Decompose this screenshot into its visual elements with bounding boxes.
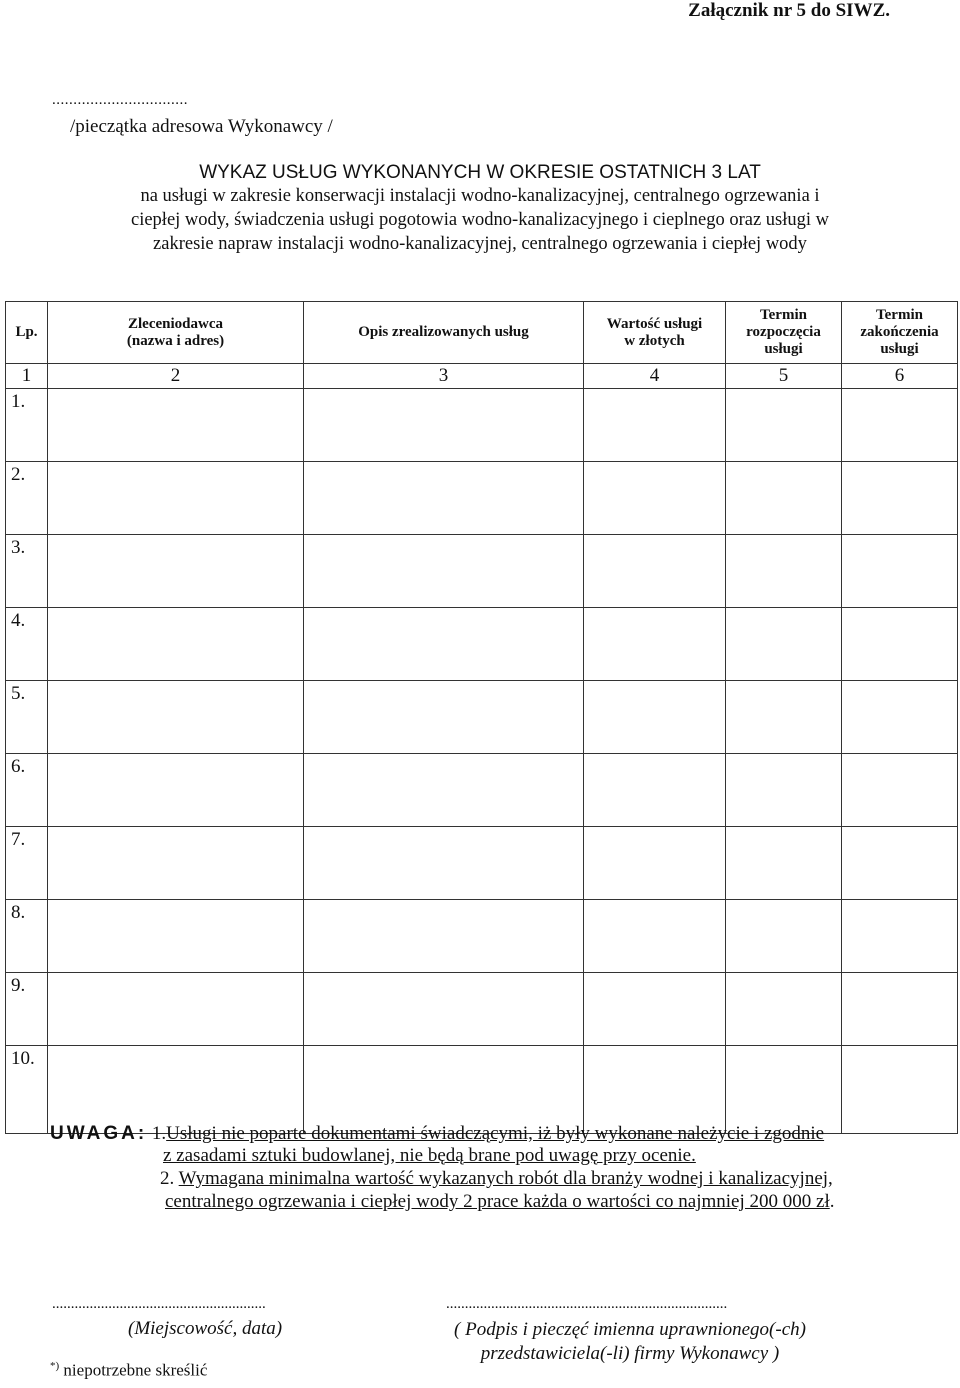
start-date-cell[interactable]: [726, 827, 842, 900]
note-item-1-number: 1.: [151, 1123, 167, 1144]
table-row: [6, 535, 958, 608]
row-number: 9.: [6, 973, 48, 1046]
description-cell[interactable]: [304, 608, 584, 681]
start-date-cell[interactable]: [726, 900, 842, 973]
value-cell[interactable]: [584, 900, 726, 973]
table-row: [6, 681, 958, 754]
value-cell[interactable]: [584, 973, 726, 1046]
footnote-text: niepotrzebne skreślić: [59, 1360, 208, 1380]
table-row: [6, 462, 958, 535]
client-cell[interactable]: [48, 1046, 304, 1134]
client-cell[interactable]: [48, 535, 304, 608]
description-cell[interactable]: [304, 389, 584, 462]
description-cell[interactable]: [304, 535, 584, 608]
row-number: 10.: [6, 1046, 48, 1134]
end-date-cell[interactable]: [842, 608, 958, 681]
client-cell[interactable]: [48, 900, 304, 973]
header-client: Zleceniodawca (nazwa i adres): [48, 302, 304, 364]
column-number: 5: [726, 364, 842, 389]
client-cell[interactable]: [48, 973, 304, 1046]
footnote: [50, 1360, 207, 1381]
end-date-cell[interactable]: [842, 389, 958, 462]
place-date-caption: (Miejscowość, data): [128, 1318, 283, 1339]
client-cell[interactable]: [48, 462, 304, 535]
row-number: 1.: [6, 389, 48, 462]
place-date-dots: .........................................................: [52, 1296, 266, 1312]
start-date-cell[interactable]: [726, 389, 842, 462]
value-cell[interactable]: [584, 608, 726, 681]
table-row: [6, 900, 958, 973]
column-number: 6: [842, 364, 958, 389]
header-start-date: Termin rozpoczęcia usługi: [726, 302, 842, 364]
value-cell[interactable]: [584, 462, 726, 535]
start-date-cell[interactable]: [726, 608, 842, 681]
signature-caption-line-2: przedstawiciela(-li) firmy Wykonawcy ): [480, 1343, 780, 1364]
row-number: 2.: [6, 462, 48, 535]
document-heading: [0, 162, 960, 256]
end-date-cell[interactable]: [842, 900, 958, 973]
note-item-2-period: .: [829, 1191, 835, 1212]
document-title: WYKAZ USŁUG WYKONANYCH W OKRESIE OSTATNICH 3 LAT: [199, 162, 761, 183]
note-line-2: z zasadami sztuki budowlanej, nie będą brane pod uwagę przy ocenie.: [163, 1145, 696, 1166]
row-number: 5.: [6, 681, 48, 754]
signature-caption: [440, 1318, 820, 1366]
client-cell[interactable]: [48, 608, 304, 681]
attachment-label: Załącznik nr 5 do SIWZ.: [688, 0, 890, 21]
start-date-cell[interactable]: [726, 973, 842, 1046]
start-date-cell[interactable]: [726, 535, 842, 608]
start-date-cell[interactable]: [726, 1046, 842, 1134]
description-cell[interactable]: [304, 827, 584, 900]
column-number: 2: [48, 364, 304, 389]
signature-caption-line-1: ( Podpis i pieczęć imienna uprawnionego(-ch): [454, 1319, 806, 1340]
description-cell[interactable]: [304, 973, 584, 1046]
start-date-cell[interactable]: [726, 462, 842, 535]
note-line-1: [50, 1122, 824, 1145]
column-number: 4: [584, 364, 726, 389]
client-cell[interactable]: [48, 681, 304, 754]
table-row: [6, 827, 958, 900]
start-date-cell[interactable]: [726, 681, 842, 754]
heading-line-2: ciepłej wody, świadczenia usługi pogotowia wodno-kanalizacyjnego i cieplnego oraz usługi w: [131, 210, 829, 230]
value-cell[interactable]: [584, 389, 726, 462]
column-number: 3: [304, 364, 584, 389]
note-item-2-number: 2.: [160, 1168, 175, 1189]
services-table: [5, 301, 958, 1134]
end-date-cell[interactable]: [842, 827, 958, 900]
end-date-cell[interactable]: [842, 681, 958, 754]
end-date-cell[interactable]: [842, 754, 958, 827]
client-cell[interactable]: [48, 827, 304, 900]
row-number: 4.: [6, 608, 48, 681]
description-cell[interactable]: [304, 1046, 584, 1134]
header-lp: Lp.: [6, 302, 48, 364]
note-line-3: [160, 1168, 833, 1190]
row-number: 8.: [6, 900, 48, 973]
note-item-2-continued: centralnego ogrzewania i ciepłej wody 2 prace każda o wartości co najmniej 200 000 zł: [165, 1191, 830, 1212]
header-end-date: Termin zakończenia usługi: [842, 302, 958, 364]
row-number: 7.: [6, 827, 48, 900]
table-row: [6, 754, 958, 827]
stamp-dots: ................................: [52, 92, 188, 108]
table-row: [6, 608, 958, 681]
table-row: [6, 973, 958, 1046]
value-cell[interactable]: [584, 681, 726, 754]
end-date-cell[interactable]: [842, 973, 958, 1046]
column-numbers-row: [6, 364, 958, 389]
note-line-4: [165, 1191, 834, 1213]
table-header-row: [6, 302, 958, 364]
row-number: 3.: [6, 535, 48, 608]
heading-line-1: na usługi w zakresie konserwacji instalacji wodno-kanalizacyjnej, centralnego ogrzewania i: [140, 186, 820, 206]
note-item-1-text: Usługi nie poparte dokumentami świadczącymi, iż były wykonane należycie i zgodnie: [166, 1123, 825, 1144]
description-cell[interactable]: [304, 754, 584, 827]
table-row: [6, 389, 958, 462]
value-cell[interactable]: [584, 535, 726, 608]
value-cell[interactable]: [584, 827, 726, 900]
start-date-cell[interactable]: [726, 754, 842, 827]
client-cell[interactable]: [48, 389, 304, 462]
row-number: 6.: [6, 754, 48, 827]
end-date-cell[interactable]: [842, 535, 958, 608]
stamp-caption: /pieczątka adresowa Wykonawcy /: [70, 116, 333, 137]
column-number: 1: [6, 364, 48, 389]
value-cell[interactable]: [584, 754, 726, 827]
end-date-cell[interactable]: [842, 1046, 958, 1134]
header-description: Opis zrealizowanych usług: [304, 302, 584, 364]
note-item-2-text: Wymagana minimalna wartość wykazanych robót dla branży wodnej i kanalizacyjnej,: [178, 1168, 833, 1189]
heading-line-3: zakresie napraw instalacji wodno-kanalizacyjnej, centralnego ogrzewania i ciepłej wody: [153, 234, 807, 254]
description-cell[interactable]: [304, 681, 584, 754]
description-cell[interactable]: [304, 462, 584, 535]
end-date-cell[interactable]: [842, 462, 958, 535]
header-value: Wartość usługi w złotych: [584, 302, 726, 364]
footnote-mark: *): [50, 1360, 60, 1372]
client-cell[interactable]: [48, 754, 304, 827]
value-cell[interactable]: [584, 1046, 726, 1134]
note-label: UWAGA:: [50, 1123, 148, 1144]
table-row: [6, 1046, 958, 1134]
description-cell[interactable]: [304, 900, 584, 973]
signature-dots: ...........................................................................: [446, 1296, 728, 1312]
